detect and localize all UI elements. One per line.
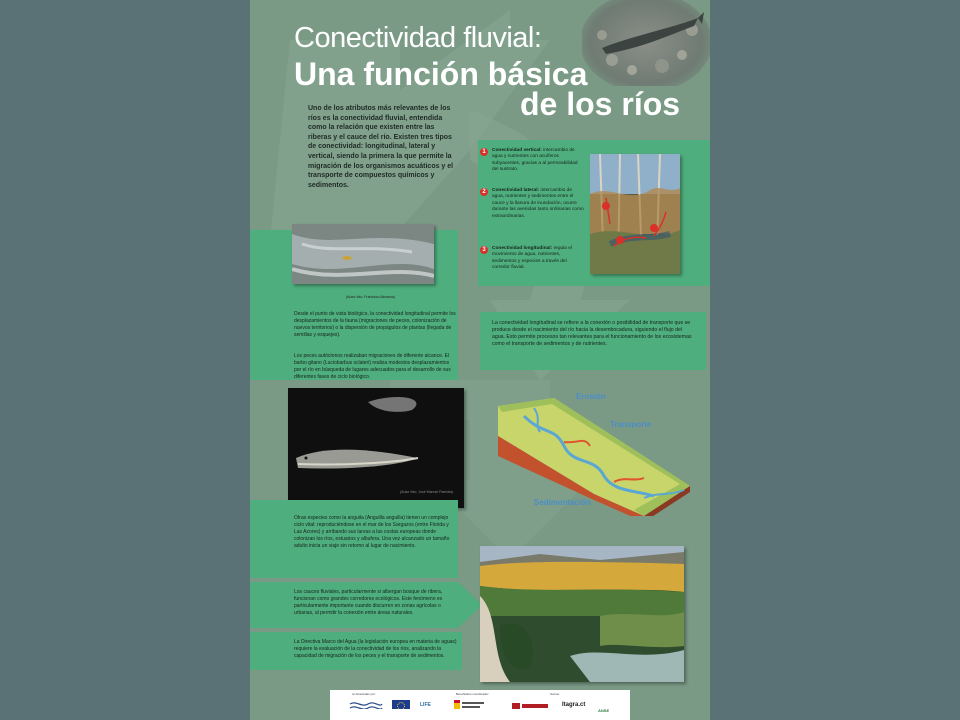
type-longitudinal-text: regula el movimiento de agua, nutrientes, sedimentos y especies a través del corredor fluvial.	[492, 246, 572, 271]
poster	[250, 0, 710, 720]
riparian-forest-photo	[590, 154, 680, 274]
photo2-caption: (Autor foto: José Manuel Paredes)	[400, 490, 454, 494]
spain-government-logo-icon	[454, 700, 484, 709]
type-vertical-text: intercambio de agua y nutrientes con acuíferos subyacentes, gracias a al permeabilidad del sustrato.	[492, 148, 578, 173]
type-longitudinal	[492, 246, 584, 272]
tragsa-logo: Itagra.ct	[562, 702, 586, 708]
type-lateral	[492, 188, 584, 220]
logos-strip	[330, 690, 630, 720]
type-vertical	[492, 148, 584, 174]
type-vertical-title: Conectividad vertical:	[492, 148, 542, 153]
murcia-region-logo-icon	[510, 700, 550, 709]
life-logo: LIFE	[420, 702, 431, 708]
paragraph-native-fish: Los peces autóctonos realizaban migraciones de diferente alcance. El barbo gitano (Luciobarbus sclateri) realiza modestos desplazamientos por el río en búsqueda de lugares adecuados para el desarrollo de sus diferentes fases de ciclo biológico.	[294, 353, 451, 380]
barbel-river-photo	[292, 224, 434, 284]
eu-flag-icon	[392, 700, 410, 709]
paragraph-corridors: Los cauces fluviales, particularmente si albergan bosque de ribera, funcionan como grandes corredores ecológicos. Este fenómeno es particularmente importante cuando discurren en zonas agrícolas o urbanas, al permitir la conexión entre áreas naturales.	[294, 589, 443, 616]
label-transport: Transporte	[610, 420, 652, 429]
beneficiary-label: Beneficiario coordinador:	[456, 692, 490, 696]
cofinanced-label: co-financiado por:	[352, 692, 376, 696]
label-sedimentation: Sedimentación	[534, 498, 591, 507]
anse-logo: ANSE	[598, 708, 610, 713]
longitudinal-text: La conectividad longitudinal se refiere a la conexión o posibilidad de transporte que se produce desde el nacimiento del río hacia la desembocadura, siguiendo el flujo del agua. Esto permite procesos tan relevantes para el funcionamiento de los ecosistemas como el transporte de sedimentos y de nutrientes.	[492, 320, 692, 347]
title-line-1: Conectividad fluvial:	[294, 22, 542, 54]
label-erosion: Erosión	[576, 392, 606, 401]
title-line-3: de los ríos	[520, 86, 681, 122]
partners-label: Socios:	[550, 692, 560, 696]
ministry-logo-icon	[348, 700, 384, 709]
type-lateral-title: Conectividad lateral:	[492, 188, 540, 193]
paragraph-biological: Desde el punto de vista biológico, la conectividad longitudinal permite los desplazamientos de la fauna (migraciones de peces, colonización de nuevos territorios) o la dispersión de propágulos de plantas (llegada de semillas y esquejes).	[294, 311, 456, 338]
title-line-2: Una función básica	[294, 56, 588, 92]
number-3-badge: 3	[480, 246, 488, 254]
photo1-caption: (Autor foto: Francisco Almansa)	[346, 295, 396, 299]
number-2-badge: 2	[480, 188, 488, 196]
number-1-badge: 1	[480, 148, 488, 156]
paragraph-eel: Otras especies como la anguila (Anguilla anguilla) tienen un complejo ciclo vital: reproduciéndose en el mar de los Sargazos (entre Florida y Las Azores) y arribando sus larvas a las costas europeas donde colonizan los ríos, estuarios y albufera. Una vez alcanzado un tamaño adulto inicia un viaje sin retorno al lugar de nacimiento.	[294, 515, 450, 549]
intro-text: Uno de los atributos más relevantes de los ríos es la conectividad fluvial, entendida como la relación que existen entre las riberas y el cauce del río. Existen tres tipos de conectividad: longitudinal, lateral y vertical, siendo la primera la que permite la migración de los organismos acuáticos y el transporte de compuestos químicos y sedimentos.	[308, 105, 454, 189]
type-lateral-text: intercambio de agua, nutrientes y sedimentos entre el cauce y la llanura de inundación, ocurre durante las avenidas tanto ordinarias como extraordinarias.	[492, 188, 584, 219]
fish-underwater-photo	[582, 0, 710, 86]
paragraph-directive: La Directiva Marco del Agua (la legislación europea en materia de aguas) requiere la evaluación de la conectividad de los ríos, analizando la capacidad de migración de los peces y el transporte de sedimentos.	[294, 639, 457, 659]
river-landscape-photo	[480, 546, 684, 682]
type-longitudinal-title: Conectividad longitudinal:	[492, 246, 553, 251]
river-profile-diagram	[494, 396, 694, 516]
